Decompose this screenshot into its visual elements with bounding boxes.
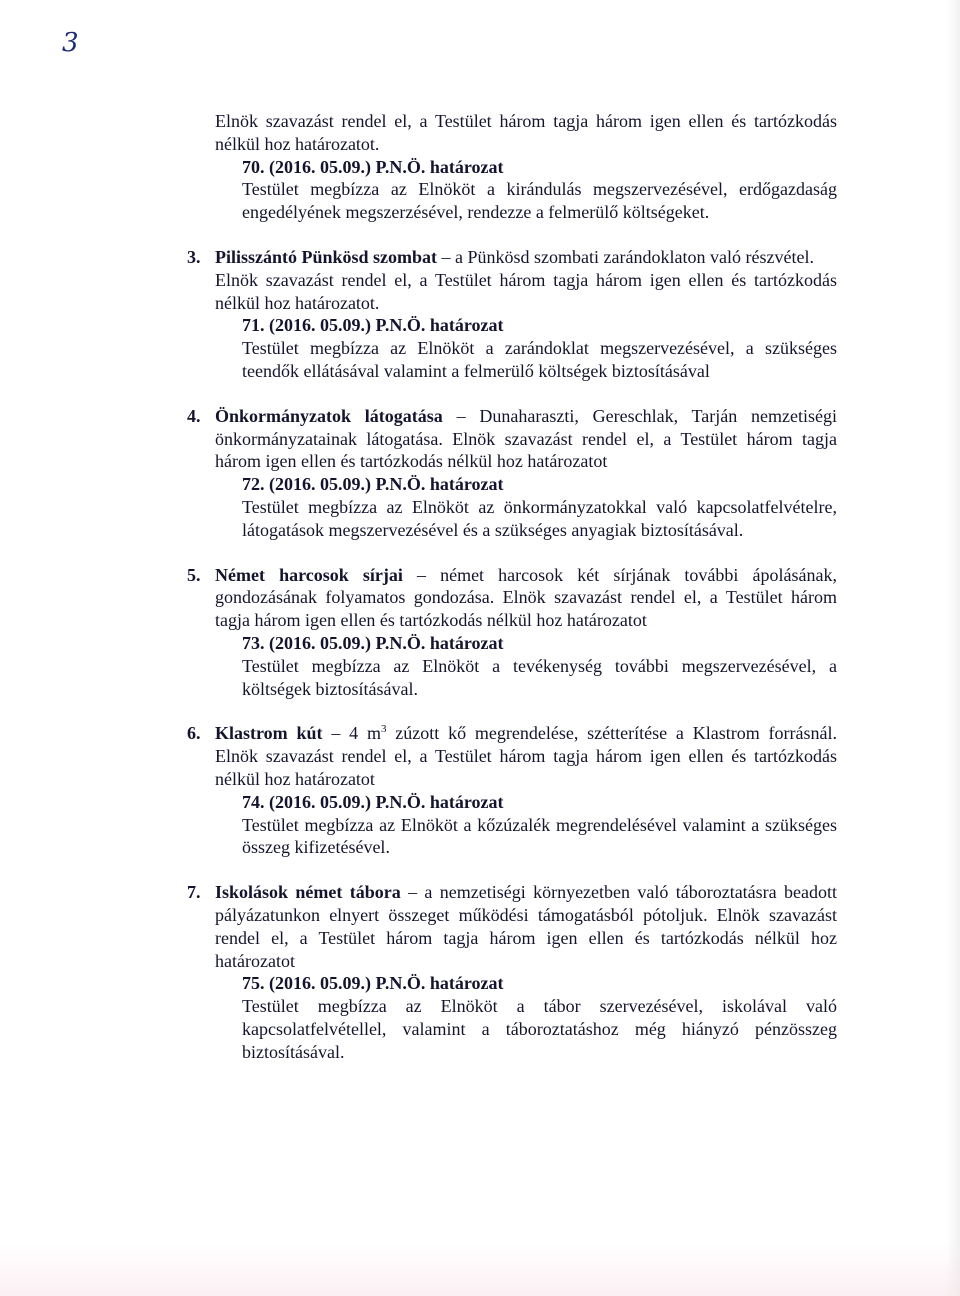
scan-bottom-edge bbox=[0, 1244, 960, 1296]
item-title: Iskolások német tábora bbox=[215, 882, 401, 903]
resolution-title-74: 74. (2016. 05.09.) P.N.Ö. határozat bbox=[242, 791, 504, 812]
resolution-text-72: Testület megbízza az Elnököt az önkormányzatokkal való kapcsolatfelvételre, látogatások megszervezésével és a szükséges anyagiak biztosításával. bbox=[242, 496, 837, 540]
item-title: Német harcosok sírjai bbox=[215, 564, 403, 585]
item-title: Pilisszántó Pünkösd szombat bbox=[215, 246, 438, 267]
item-number: 5. bbox=[187, 564, 201, 585]
item-number: 7. bbox=[187, 882, 201, 903]
resolution-title-75: 75. (2016. 05.09.) P.N.Ö. határozat bbox=[242, 973, 504, 994]
item-number: 4. bbox=[187, 405, 201, 426]
resolution-text-71: Testület megbízza az Elnököt a zarándoklat megszervezésével, a szükséges teendők ellátásával valamint a felmerülő költségek biztosításával bbox=[242, 338, 837, 381]
item-title: Önkormányzatok látogatása bbox=[215, 405, 443, 426]
item-description: a nemzetiségi környezetben való táboroztatásra beadott pályázatunkon elnyert összeget működési támogatásból pótoljuk. Elnök szavazást rendel el, a Testület három tagja három igen ellen és tartózkodás nélkül hoz határozatot bbox=[215, 882, 837, 971]
resolution-text-70: Testület megbízza az Elnököt a kirándulás megszervezésével, erdőgazdaság engedélyének megszerzésével, rendezze a felmerülő költségeket. bbox=[242, 179, 837, 223]
resolution-title-70: 70. (2016. 05.09.) P.N.Ö. határozat bbox=[242, 156, 504, 177]
page-number: 3 bbox=[62, 28, 79, 58]
item-separator: – bbox=[442, 405, 480, 426]
item-separator: – bbox=[322, 723, 350, 744]
item-number: 6. bbox=[187, 723, 201, 744]
agenda-item-7 bbox=[187, 881, 837, 1063]
item-description: a Pünkösd szombati zarándoklaton való részvétel. bbox=[455, 246, 814, 267]
item-separator: – bbox=[402, 564, 441, 585]
superscript-3: 3 bbox=[380, 723, 387, 736]
item-description: német harcosok két sírjának további ápolásának, gondozásának folyamatos gondozása. Elnök szavazást rendel el, a Testület három tagja három igen ellen és tartózkodás nélkül hoz határozatot bbox=[215, 564, 837, 631]
agenda-item-4 bbox=[187, 405, 837, 542]
agenda-item-3 bbox=[187, 246, 837, 383]
item-separator: – bbox=[437, 246, 456, 267]
scan-right-edge bbox=[946, 0, 960, 1296]
document-body bbox=[187, 110, 838, 1063]
intro-vote-text: Elnök szavazást rendel el, a Testület három tagja három igen ellen és tartózkodás nélkül hoz határozatot. bbox=[215, 111, 837, 154]
resolution-title-71: 71. (2016. 05.09.) P.N.Ö. határozat bbox=[242, 315, 504, 336]
item-title: Klastrom kút bbox=[215, 723, 323, 744]
item-number: 3. bbox=[187, 246, 201, 267]
agenda-item-5 bbox=[187, 564, 837, 701]
resolution-text-75: Testület megbízza az Elnököt a tábor szervezésével, iskolával való kapcsolatfelvétellel, valamint a táboroztatáshoz még hiányzó pénzösszeg biztosításával. bbox=[242, 996, 837, 1062]
agenda-item-6 bbox=[187, 722, 838, 859]
item-description: Dunaharaszti, Gereschlak, Tarján nemzetiségi önkormányzatainak látogatása. Elnök szavazást rendel el, a Testület három tagja három igen ellen és tartózkodás nélkül hoz határozatot bbox=[215, 405, 837, 472]
item-description: zúzott kő megrendelése, szétterítése a Klastrom forrásnál. Elnök szavazást rendel el, a Testület három tagja három igen ellen és tartózkodás nélkül hoz határozatot bbox=[215, 723, 838, 789]
item-separator: – bbox=[400, 882, 425, 903]
resolution-text-73: Testület megbízza az Elnököt a tevékenység további megszervezésével, a költségek biztosításával. bbox=[242, 655, 837, 699]
resolution-title-72: 72. (2016. 05.09.) P.N.Ö. határozat bbox=[242, 474, 504, 495]
vote-text: Elnök szavazást rendel el, a Testület három tagja három igen ellen és tartózkodás nélkül hoz határozatot. bbox=[215, 269, 837, 313]
item-description-pre: 4 m bbox=[349, 723, 381, 744]
resolution-text-74: Testület megbízza az Elnököt a kőzúzalék megrendelésével valamint a szükséges összeg kifizetésével. bbox=[242, 814, 837, 858]
resolution-title-73: 73. (2016. 05.09.) P.N.Ö. határozat bbox=[242, 632, 504, 653]
